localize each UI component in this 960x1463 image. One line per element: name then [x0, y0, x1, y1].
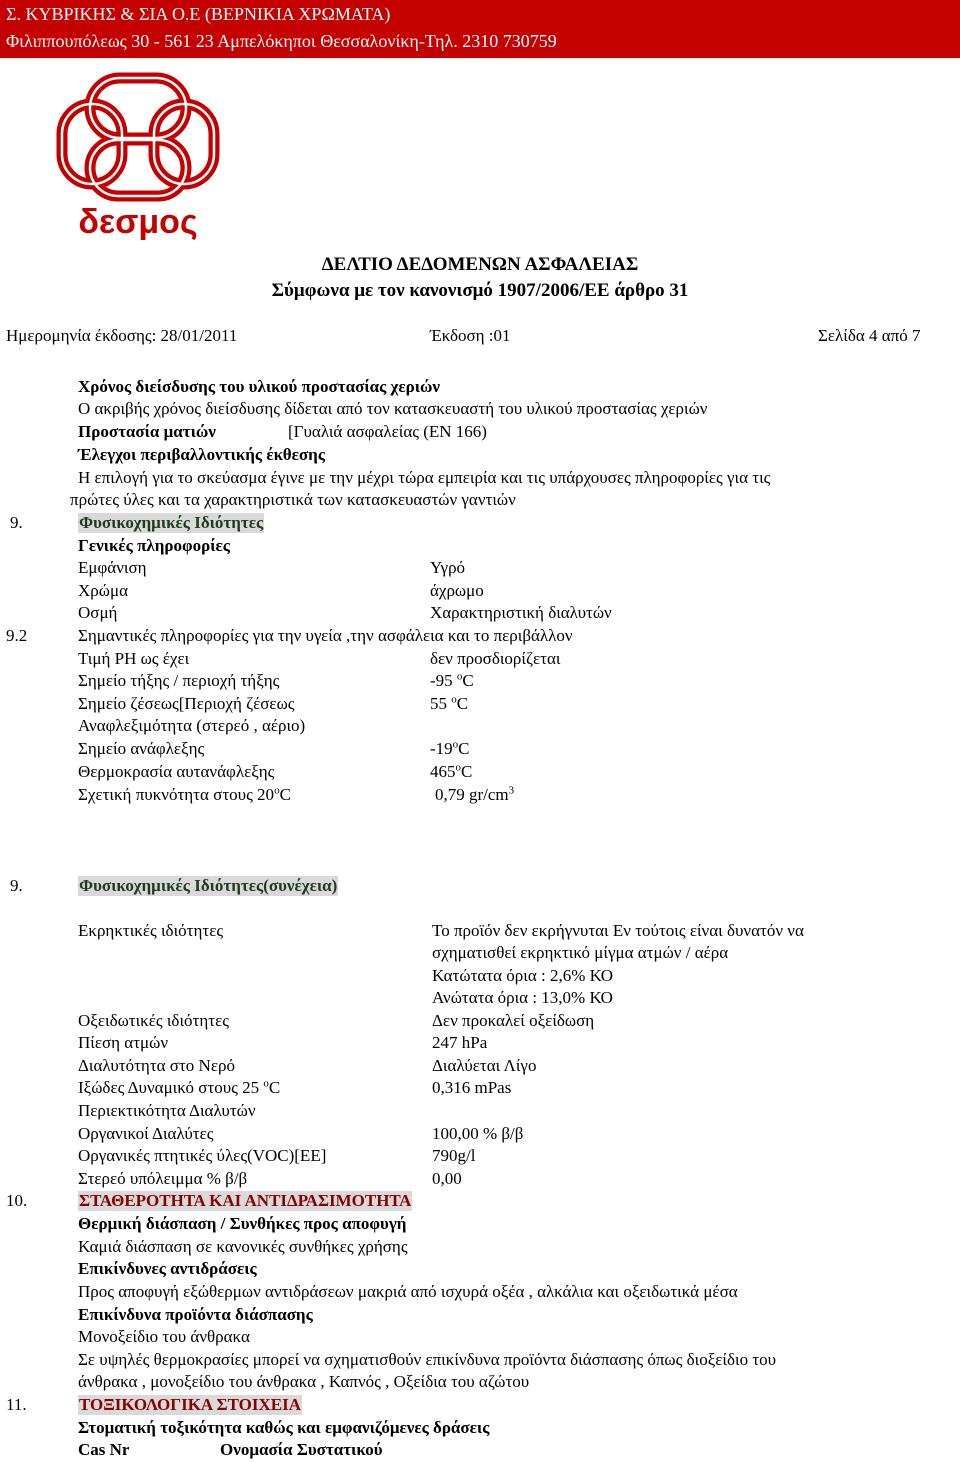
- prop-key: Οσμή: [78, 603, 118, 622]
- page-number: Σελίδα 4 από 7: [818, 326, 921, 345]
- prop-value: -19$^o$C: [430, 738, 470, 758]
- section-title: ΣΤΑΘΕΡΟΤΗΤΑ ΚΑΙ ΑΝΤΙΔΡΑΣΙΜΟΤΗΤΑ: [79, 1191, 412, 1210]
- section-title: Φυσικοχημικές Ιδιότητες: [79, 513, 264, 532]
- prop-value: άχρωμο: [430, 581, 484, 600]
- prop-value: Χαρακτηριστική διαλυτών: [430, 603, 612, 622]
- prop-value: 465$^o$C: [430, 761, 473, 781]
- prop-value: 0,79 $gr/cm^3$: [435, 784, 515, 804]
- prop-key: Τιμή PH ως έχει: [78, 649, 190, 668]
- prop-value: Κατώτατα όρια : 2,6% ΚΟ: [432, 966, 614, 985]
- prop-key: Οργανικοί Διαλύτες: [78, 1124, 214, 1143]
- prop-value: Ανώτατα όρια : 13,0% ΚΟ: [432, 988, 613, 1007]
- text-line: Χρόνος διείσδυσης του υλικού προστασίας χεριών: [78, 377, 441, 396]
- logo-wordmark: δεσμος: [78, 203, 198, 240]
- prop-value: σχηματισθεί εκρηκτικό μίγμα ατμών / αέρα: [432, 943, 729, 962]
- prop-key: Χρώμα: [78, 581, 128, 600]
- prop-key: Σημείο ζέσεως[Περιοχή ζέσεως: [78, 694, 295, 713]
- column-header-name: Ονομασία Συστατικού: [220, 1440, 383, 1459]
- prop-key: Σχετική πυκνότητα στους 20$^o$C: [78, 784, 291, 804]
- prop-key: Θερμοκρασία αυτανάφλεξης: [78, 762, 275, 781]
- subheading: Επικίνδυνα προϊόντα διάσπασης: [78, 1305, 313, 1324]
- prop-key: Πίεση ατμών: [78, 1033, 169, 1052]
- prop-value: 790g/l: [432, 1146, 476, 1165]
- text-line: Η επιλογή για το σκεύασμα έγινε με την μέχρι τώρα εμπειρία και τις υπάρχουσες πληροφορίες για τις: [78, 468, 771, 487]
- subsection-title: Σημαντικές πληροφορίες για την υγεία ,την ασφάλεια και το περιβάλλον: [78, 626, 573, 645]
- subheading: Επικίνδυνες αντιδράσεις: [78, 1259, 257, 1278]
- section-number: 11.: [6, 1395, 27, 1414]
- prop-key: Αναφλεξιμότητα (στερεό , αέριο): [78, 716, 306, 735]
- prop-value: 55 $^o$C: [430, 693, 469, 713]
- section-number: 10.: [6, 1191, 28, 1210]
- prop-value: Υγρό: [430, 558, 466, 577]
- prop-key: Οξειδωτικές ιδιότητες: [78, 1011, 229, 1030]
- subsection-number: 9.2: [6, 626, 28, 645]
- subheading: Στοματική τοξικότητα καθώς και εμφανιζόμενες δράσεις: [78, 1418, 490, 1437]
- text-line: Έλεγχοι περιβαλλοντικής έκθεσης: [78, 445, 326, 464]
- prop-key: Στερεό υπόλειμμα % β/β: [78, 1169, 248, 1188]
- section-number: 9.: [10, 876, 23, 895]
- company-address: Φιλιππουπόλεως 30 - 561 23 Αμπελόκηποι Θεσσαλονίκη-Τηλ. 2310 730759: [6, 31, 557, 51]
- prop-value: 247 hPa: [432, 1033, 488, 1052]
- issue-date: Ημερομηνία έκδοσης: 28/01/2011: [6, 326, 238, 345]
- text-line: Προστασία ματιών: [78, 422, 216, 441]
- text-line: [Γυαλιά ασφαλείας (ΕΝ 166): [288, 422, 487, 441]
- document-title: ΔΕΛΤΙΟ ΔΕΔΟΜΕΝΩΝ ΑΣΦΑΛΕΙΑΣ: [321, 254, 639, 275]
- section-number: 9.: [10, 513, 23, 532]
- section-title: ΤΟΞΙΚΟΛΟΓΙΚΑ ΣΤΟΙΧΕΙΑ: [79, 1395, 302, 1414]
- prop-key: Ιξώδες Δυναμικό στους 25 $^o$C: [78, 1077, 281, 1097]
- prop-value: 100,00 % β/β: [432, 1124, 524, 1143]
- company-name: Σ. ΚΥΒΡΙΚΗΣ & ΣΙΑ Ο.Ε (ΒΕΡΝΙΚΙΑ ΧΡΩΜΑΤΑ): [6, 4, 391, 24]
- prop-value: 0,00: [432, 1169, 462, 1188]
- text-line: άνθρακα , μονοξείδιο του άνθρακα , Καπνός , Οξείδια του αζώτου: [78, 1372, 530, 1391]
- prop-key: Περιεκτικότητα Διαλυτών: [78, 1101, 256, 1120]
- company-header-band: [0, 0, 960, 58]
- prop-value: δεν προσδιορίζεται: [430, 649, 561, 668]
- company-logo: [48, 70, 228, 240]
- prop-key: Σημείο τήξης / περιοχή τήξης: [78, 671, 280, 690]
- prop-key: Διαλυτότητα στο Νερό: [78, 1056, 235, 1075]
- document-subtitle: Σύμφωνα με τον κανονισμό 1907/2006/ΕΕ άρθρο 31: [271, 280, 689, 301]
- prop-value: Δεν προκαλεί οξείδωση: [432, 1011, 595, 1030]
- prop-value: 0,316 mPas: [432, 1078, 512, 1097]
- prop-value: Το προϊόν δεν εκρήγνυται Εν τούτοις είναι δυνατόν να: [432, 921, 804, 940]
- text-line: πρώτες ύλες και τα χαρακτηριστικά των κατασκευαστών γαντιών: [70, 490, 516, 509]
- text-line: Ο ακριβής χρόνος διείσδυσης δίδεται από τον κατασκευαστή του υλικού προστασίας χεριών: [78, 399, 708, 418]
- text-line: Σε υψηλές θερμοκρασίες μπορεί να σχηματισθούν επικίνδυνα προϊόντα διάσπασης όπως διοξείδιο του: [78, 1350, 777, 1369]
- version: Έκδοση :01: [430, 326, 511, 345]
- column-header-cas: Cas Nr: [78, 1440, 130, 1459]
- prop-key: Οργανικές πτητικές ύλες(VOC)[EE]: [78, 1146, 327, 1165]
- prop-value: -95 $^o$C: [430, 670, 474, 690]
- prop-value: Διαλύεται Λίγο: [432, 1056, 537, 1075]
- text-line: Μονοξείδιο του άνθρακα: [78, 1327, 250, 1346]
- prop-key: Εμφάνιση: [78, 558, 147, 577]
- subheading: Γενικές πληροφορίες: [78, 536, 230, 555]
- text-line: Προς αποφυγή εξώθερμων αντιδράσεων μακριά από ισχυρά οξέα , αλκάλια και οξειδωτικά μέσα: [78, 1282, 738, 1301]
- section-title: Φυσικοχημικές Ιδιότητες(συνέχεια): [79, 876, 338, 895]
- prop-key: Σημείο ανάφλεξης: [78, 739, 205, 758]
- subheading: Θερμική διάσπαση / Συνθήκες προς αποφυγή: [78, 1214, 407, 1233]
- prop-key: Εκρηκτικές ιδιότητες: [78, 921, 224, 940]
- text-line: Καμιά διάσπαση σε κανονικές συνθήκες χρήσης: [78, 1237, 408, 1256]
